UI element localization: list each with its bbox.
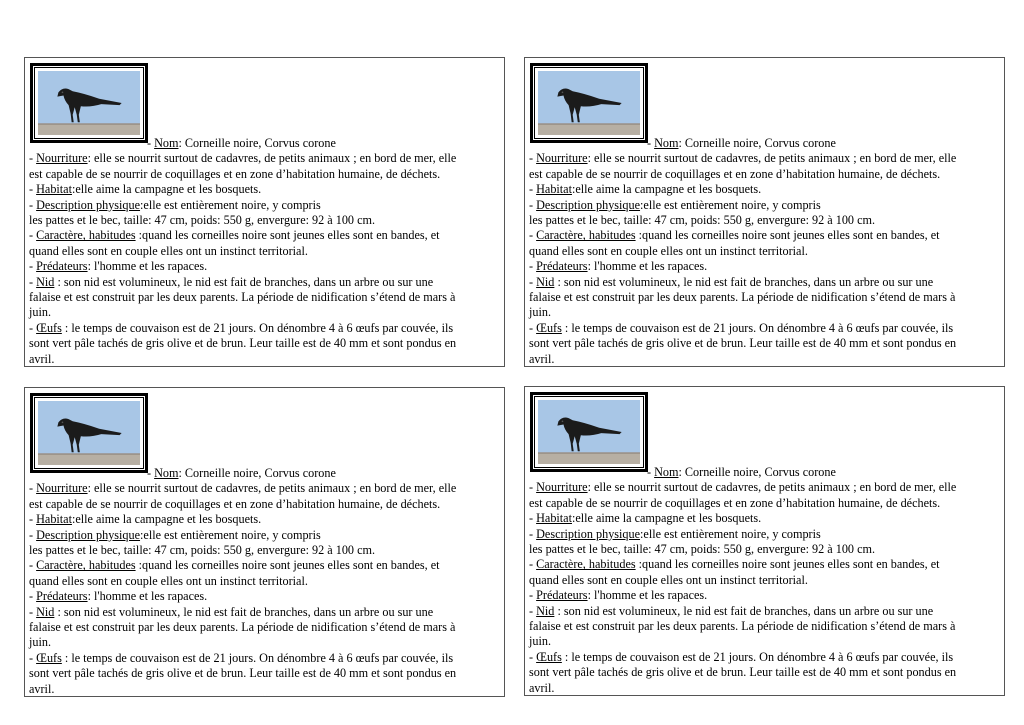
oeufs-label: Œufs (536, 649, 562, 664)
nid-line-2: falaise et est construit par les deux parents. La période de nidification s’étend de mars à (29, 620, 456, 635)
habitat-text: :elle aime la campagne et les bosquets. (71, 182, 262, 197)
habitat-line: - Habitat:elle aime la campagne et les bosquets. (529, 182, 762, 197)
oeufs-line: - Œufs : le temps de couvaison est de 21 jours. On dénombre 4 à 6 œufs par couvée, ils (29, 320, 454, 335)
nourriture-line-2: est capable de se nourrir de coquillages et en zone d’habitation humaine, de déchets. (529, 166, 941, 181)
nourriture-line-2: est capable de se nourrir de coquillages et en zone d’habitation humaine, de déchets. (29, 496, 441, 511)
oeufs-label: Œufs (36, 320, 62, 335)
description-label: Description physique (536, 197, 641, 212)
description-line-2: les pattes et le bec, taille: 47 cm, poids: 550 g, envergure: 92 à 100 cm. (529, 542, 876, 557)
photo-frame (530, 63, 648, 143)
nourriture-text: : elle se nourrit surtout de cadavres, de petits animaux ; en bord de mer, elle (587, 480, 957, 495)
nom-line: - Nom: Corneille noire, Corvus corone (147, 136, 336, 150)
oeufs-line-3: avril. (29, 681, 55, 696)
oeufs-line: - Œufs : le temps de couvaison est de 21 jours. On dénombre 4 à 6 œufs par couvée, ils (529, 320, 954, 335)
predateurs-line: - Prédateurs: l'homme et les rapaces. (529, 588, 708, 603)
habitat-line: - Habitat:elle aime la campagne et les bosquets. (529, 511, 762, 526)
predateurs-label: Prédateurs (536, 588, 588, 603)
caractere-label: Caractère, habitudes (36, 558, 136, 573)
nourriture-label: Nourriture (536, 480, 588, 495)
crow-photo (38, 71, 140, 135)
nid-line-2: falaise et est construit par les deux parents. La période de nidification s’étend de mars à (529, 290, 956, 305)
predateurs-text: : l'homme et les rapaces. (587, 588, 708, 603)
card-text (529, 465, 1000, 696)
nid-line: - Nid : son nid est volumineux, le nid est fait de branches, dans un arbre ou sur une (29, 274, 434, 289)
photo-frame (30, 393, 148, 473)
oeufs-line-2: sont vert pâle tachés de gris olive et de brun. Leur taille est de 40 mm et sont pondus en (29, 666, 457, 681)
caractere-line-2: quand elles sont en couple elles ont un instinct territorial. (29, 243, 308, 258)
description-line: - Description physique:elle est entièrement noire, y compris (29, 197, 321, 212)
nourriture-label: Nourriture (36, 481, 88, 496)
description-text: :elle est entièrement noire, y compris (640, 526, 821, 541)
caractere-line-2: quand elles sont en couple elles ont un instinct territorial. (29, 573, 308, 588)
nid-label: Nid (536, 274, 555, 289)
oeufs-line: - Œufs : le temps de couvaison est de 21 jours. On dénombre 4 à 6 œufs par couvée, ils (29, 650, 454, 665)
nid-line-3: juin. (529, 305, 552, 320)
oeufs-text: : le temps de couvaison est de 21 jours. On dénombre 4 à 6 œufs par couvée, ils (61, 650, 454, 665)
nourriture-line: - Nourriture: elle se nourrit surtout de cadavres, de petits animaux ; en bord de mer, elle (529, 480, 957, 495)
oeufs-text: : le temps de couvaison est de 21 jours. On dénombre 4 à 6 œufs par couvée, ils (561, 649, 954, 664)
oeufs-label: Œufs (36, 650, 62, 665)
crow-photo (38, 401, 140, 465)
caractere-label: Caractère, habitudes (536, 557, 636, 572)
nid-line-3: juin. (29, 635, 52, 650)
description-line-2: les pattes et le bec, taille: 47 cm, poids: 550 g, envergure: 92 à 100 cm. (29, 543, 376, 558)
card-text (29, 136, 500, 367)
habitat-text: :elle aime la campagne et les bosquets. (571, 182, 762, 197)
predateurs-line: - Prédateurs: l'homme et les rapaces. (29, 259, 208, 274)
caractere-line-2: quand elles sont en couple elles ont un instinct territorial. (529, 572, 808, 587)
predateurs-text: : l'homme et les rapaces. (87, 589, 208, 604)
crow-photo (538, 71, 640, 135)
nourriture-line-2: est capable de se nourrir de coquillages et en zone d’habitation humaine, de déchets. (529, 495, 941, 510)
nid-line: - Nid : son nid est volumineux, le nid est fait de branches, dans un arbre ou sur une (529, 274, 934, 289)
oeufs-line-2: sont vert pâle tachés de gris olive et de brun. Leur taille est de 40 mm et sont pondus en (529, 336, 957, 351)
photo-frame (530, 392, 648, 472)
caractere-line: - Caractère, habitudes :quand les corneilles noire sont jeunes elles sont en bandes, et (29, 558, 440, 573)
caractere-line: - Caractère, habitudes :quand les corneilles noire sont jeunes elles sont en bandes, et (529, 228, 940, 243)
caractere-line: - Caractère, habitudes :quand les corneilles noire sont jeunes elles sont en bandes, et (29, 228, 440, 243)
caractere-text: :quand les corneilles noire sont jeunes elles sont en bandes, et (135, 228, 440, 243)
card-text (29, 466, 500, 697)
predateurs-text: : l'homme et les rapaces. (87, 259, 208, 274)
nourriture-line: - Nourriture: elle se nourrit surtout de cadavres, de petits animaux ; en bord de mer, elle (29, 151, 457, 166)
nourriture-text: : elle se nourrit surtout de cadavres, de petits animaux ; en bord de mer, elle (87, 151, 457, 166)
nourriture-text: : elle se nourrit surtout de cadavres, de petits animaux ; en bord de mer, elle (587, 151, 957, 166)
nom-value: : Corneille noire, Corvus corone (178, 136, 336, 150)
oeufs-text: : le temps de couvaison est de 21 jours. On dénombre 4 à 6 œufs par couvée, ils (561, 320, 954, 335)
nom-value: : Corneille noire, Corvus corone (178, 466, 336, 480)
habitat-line: - Habitat:elle aime la campagne et les bosquets. (29, 512, 262, 527)
habitat-label: Habitat (36, 512, 72, 527)
nid-label: Nid (36, 274, 55, 289)
habitat-label: Habitat (536, 182, 572, 197)
nom-label: Nom (154, 466, 179, 480)
crow-info-card-2 (524, 57, 1005, 367)
nid-line: - Nid : son nid est volumineux, le nid est fait de branches, dans un arbre ou sur une (29, 604, 434, 619)
description-line-2: les pattes et le bec, taille: 47 cm, poids: 550 g, envergure: 92 à 100 cm. (29, 213, 376, 228)
description-label: Description physique (36, 197, 141, 212)
habitat-label: Habitat (536, 511, 572, 526)
card-text (529, 136, 1000, 367)
nid-text: : son nid est volumineux, le nid est fait de branches, dans un arbre ou sur une (554, 603, 934, 618)
predateurs-line: - Prédateurs: l'homme et les rapaces. (529, 259, 708, 274)
nom-value: : Corneille noire, Corvus corone (678, 465, 836, 479)
nid-line: - Nid : son nid est volumineux, le nid est fait de branches, dans un arbre ou sur une (529, 603, 934, 618)
caractere-text: :quand les corneilles noire sont jeunes elles sont en bandes, et (135, 558, 440, 573)
nid-text: : son nid est volumineux, le nid est fait de branches, dans un arbre ou sur une (554, 274, 934, 289)
description-line-2: les pattes et le bec, taille: 47 cm, poids: 550 g, envergure: 92 à 100 cm. (529, 213, 876, 228)
nom-label: Nom (154, 136, 179, 150)
oeufs-line-2: sont vert pâle tachés de gris olive et de brun. Leur taille est de 40 mm et sont pondus en (29, 336, 457, 351)
predateurs-text: : l'homme et les rapaces. (587, 259, 708, 274)
nourriture-text: : elle se nourrit surtout de cadavres, de petits animaux ; en bord de mer, elle (87, 481, 457, 496)
nid-line-2: falaise et est construit par les deux parents. La période de nidification s’étend de mars à (529, 619, 956, 634)
oeufs-line-3: avril. (529, 351, 555, 366)
habitat-label: Habitat (36, 182, 72, 197)
oeufs-label: Œufs (536, 320, 562, 335)
nid-line-3: juin. (29, 305, 52, 320)
nom-line: - Nom: Corneille noire, Corvus corone (647, 465, 836, 479)
predateurs-line: - Prédateurs: l'homme et les rapaces. (29, 589, 208, 604)
oeufs-text: : le temps de couvaison est de 21 jours. On dénombre 4 à 6 œufs par couvée, ils (61, 320, 454, 335)
nom-line: - Nom: Corneille noire, Corvus corone (647, 136, 836, 150)
crow-info-card-3 (24, 387, 505, 697)
description-text: :elle est entièrement noire, y compris (140, 197, 321, 212)
caractere-line: - Caractère, habitudes :quand les corneilles noire sont jeunes elles sont en bandes, et (529, 557, 940, 572)
photo-frame (30, 63, 148, 143)
description-line: - Description physique:elle est entièrement noire, y compris (529, 197, 821, 212)
nourriture-line: - Nourriture: elle se nourrit surtout de cadavres, de petits animaux ; en bord de mer, elle (29, 481, 457, 496)
oeufs-line: - Œufs : le temps de couvaison est de 21 jours. On dénombre 4 à 6 œufs par couvée, ils (529, 649, 954, 664)
predateurs-label: Prédateurs (536, 259, 588, 274)
nid-text: : son nid est volumineux, le nid est fait de branches, dans un arbre ou sur une (54, 274, 434, 289)
description-text: :elle est entièrement noire, y compris (640, 197, 821, 212)
caractere-text: :quand les corneilles noire sont jeunes elles sont en bandes, et (635, 557, 940, 572)
nourriture-label: Nourriture (536, 151, 588, 166)
nourriture-line-2: est capable de se nourrir de coquillages et en zone d’habitation humaine, de déchets. (29, 166, 441, 181)
description-label: Description physique (36, 527, 141, 542)
nom-value: : Corneille noire, Corvus corone (678, 136, 836, 150)
nid-label: Nid (536, 603, 555, 618)
description-line: - Description physique:elle est entièrement noire, y compris (29, 527, 321, 542)
description-text: :elle est entièrement noire, y compris (140, 527, 321, 542)
crow-info-card-1 (24, 57, 505, 367)
habitat-text: :elle aime la campagne et les bosquets. (571, 511, 762, 526)
nom-label: Nom (654, 136, 679, 150)
nourriture-label: Nourriture (36, 151, 88, 166)
habitat-text: :elle aime la campagne et les bosquets. (71, 512, 262, 527)
caractere-label: Caractère, habitudes (536, 228, 636, 243)
predateurs-label: Prédateurs (36, 589, 88, 604)
nom-line: - Nom: Corneille noire, Corvus corone (147, 466, 336, 480)
caractere-label: Caractère, habitudes (36, 228, 136, 243)
crow-photo (538, 400, 640, 464)
predateurs-label: Prédateurs (36, 259, 88, 274)
nid-line-3: juin. (529, 634, 552, 649)
oeufs-line-3: avril. (529, 680, 555, 695)
oeufs-line-3: avril. (29, 351, 55, 366)
nom-label: Nom (654, 465, 679, 479)
caractere-line-2: quand elles sont en couple elles ont un instinct territorial. (529, 243, 808, 258)
caractere-text: :quand les corneilles noire sont jeunes elles sont en bandes, et (635, 228, 940, 243)
description-label: Description physique (536, 526, 641, 541)
nid-label: Nid (36, 604, 55, 619)
habitat-line: - Habitat:elle aime la campagne et les bosquets. (29, 182, 262, 197)
oeufs-line-2: sont vert pâle tachés de gris olive et de brun. Leur taille est de 40 mm et sont pondus en (529, 665, 957, 680)
nid-line-2: falaise et est construit par les deux parents. La période de nidification s’étend de mars à (29, 290, 456, 305)
nid-text: : son nid est volumineux, le nid est fait de branches, dans un arbre ou sur une (54, 604, 434, 619)
crow-info-card-4 (524, 386, 1005, 696)
description-line: - Description physique:elle est entièrement noire, y compris (529, 526, 821, 541)
nourriture-line: - Nourriture: elle se nourrit surtout de cadavres, de petits animaux ; en bord de mer, elle (529, 151, 957, 166)
